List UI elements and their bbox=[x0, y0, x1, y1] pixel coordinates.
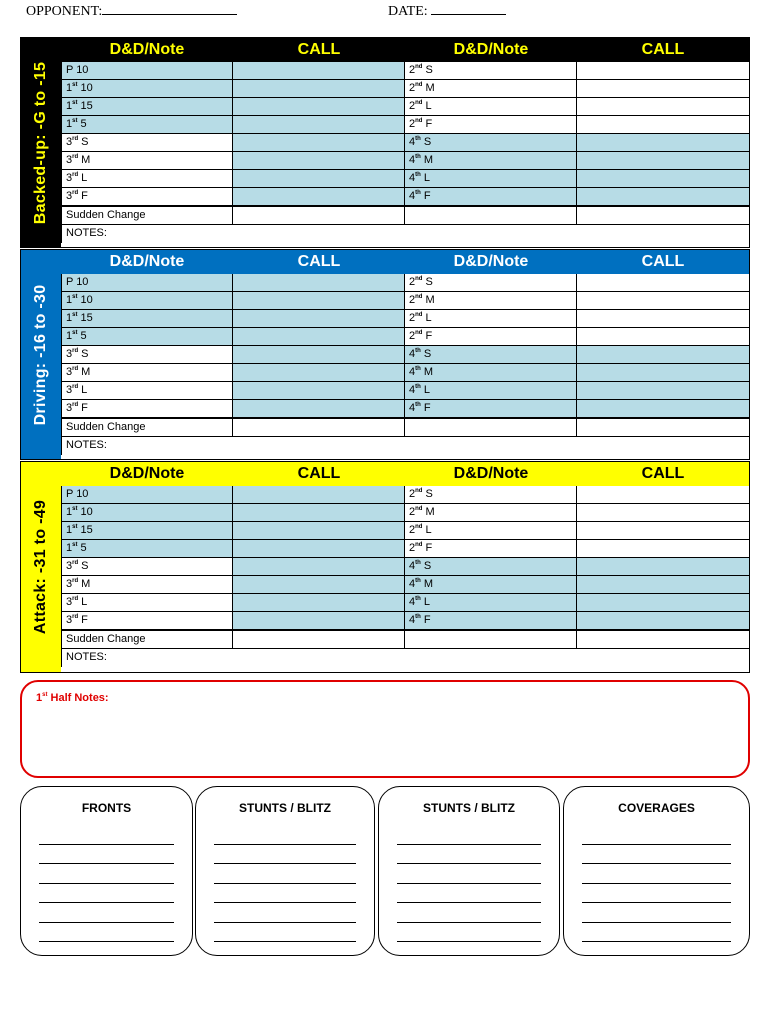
section-side-bar bbox=[21, 462, 61, 672]
write-line[interactable] bbox=[214, 884, 356, 904]
write-line[interactable] bbox=[582, 884, 731, 904]
column-header-row bbox=[61, 462, 749, 486]
column-header-call: CALL bbox=[641, 41, 685, 58]
call-cell[interactable] bbox=[577, 292, 749, 310]
situation-label: 1st 5 bbox=[61, 540, 233, 558]
section-driving bbox=[20, 249, 750, 460]
write-line[interactable] bbox=[39, 845, 174, 865]
table-row bbox=[61, 540, 749, 558]
write-line[interactable] bbox=[582, 903, 731, 923]
situation-label: 4th M bbox=[405, 576, 577, 594]
notes-row bbox=[61, 225, 749, 243]
call-cell[interactable] bbox=[233, 346, 405, 364]
situation-label: 1st 10 bbox=[61, 80, 233, 98]
write-line[interactable] bbox=[39, 825, 174, 845]
notes-label[interactable]: NOTES: bbox=[61, 437, 749, 455]
situation-label: 4th S bbox=[405, 134, 577, 152]
table-row bbox=[61, 576, 749, 594]
write-line[interactable] bbox=[397, 923, 541, 943]
call-cell[interactable] bbox=[233, 274, 405, 292]
situation-label: 4th F bbox=[405, 612, 577, 630]
write-line[interactable] bbox=[214, 903, 356, 923]
call-cell[interactable] bbox=[233, 134, 405, 152]
section-grid bbox=[61, 38, 749, 247]
call-cell[interactable] bbox=[577, 152, 749, 170]
table-row bbox=[61, 382, 749, 400]
situation-label: 3rd M bbox=[61, 364, 233, 382]
call-cell[interactable] bbox=[233, 382, 405, 400]
write-line[interactable] bbox=[582, 845, 731, 865]
sudden-change-cell[interactable] bbox=[233, 419, 405, 437]
table-row bbox=[61, 486, 749, 504]
situation-label: 3rd M bbox=[61, 152, 233, 170]
write-line[interactable] bbox=[397, 845, 541, 865]
call-cell[interactable] bbox=[233, 364, 405, 382]
write-line[interactable] bbox=[39, 923, 174, 943]
write-line[interactable] bbox=[39, 903, 174, 923]
column-header-dd-note: D&D/Note bbox=[453, 253, 529, 270]
situation-label: 4th S bbox=[405, 346, 577, 364]
call-cell[interactable] bbox=[577, 310, 749, 328]
write-line[interactable] bbox=[397, 903, 541, 923]
column-header-dd-note: D&D/Note bbox=[109, 465, 185, 482]
opponent-label: OPPONENT: bbox=[26, 4, 103, 19]
situation-label: 3rd L bbox=[61, 594, 233, 612]
table-row bbox=[61, 188, 749, 206]
write-line[interactable] bbox=[39, 864, 174, 884]
card-stunts-blitz-1 bbox=[195, 786, 375, 956]
date-blank[interactable] bbox=[431, 2, 506, 15]
situation-label: 2nd F bbox=[405, 540, 577, 558]
situation-label: 3rd S bbox=[61, 134, 233, 152]
call-cell[interactable] bbox=[233, 152, 405, 170]
situation-label: 4th L bbox=[405, 382, 577, 400]
call-cell[interactable] bbox=[577, 504, 749, 522]
sudden-change-row bbox=[61, 418, 749, 437]
call-cell[interactable] bbox=[233, 116, 405, 134]
section-grid bbox=[61, 250, 749, 459]
table-row bbox=[61, 292, 749, 310]
situation-label: 4th F bbox=[405, 188, 577, 206]
situation-label: 2nd L bbox=[405, 98, 577, 116]
sudden-change-cell[interactable] bbox=[405, 631, 577, 649]
write-line[interactable] bbox=[397, 864, 541, 884]
situation-label: 2nd M bbox=[405, 80, 577, 98]
column-header-row bbox=[61, 250, 749, 274]
section-grid bbox=[61, 462, 749, 672]
situation-label: 2nd M bbox=[405, 504, 577, 522]
situation-label: P 10 bbox=[61, 62, 233, 80]
call-cell[interactable] bbox=[233, 594, 405, 612]
situation-label: 1st 5 bbox=[61, 328, 233, 346]
situation-label: 1st 15 bbox=[61, 310, 233, 328]
call-cell[interactable] bbox=[233, 540, 405, 558]
column-header-dd-note: D&D/Note bbox=[453, 465, 529, 482]
situation-label: 2nd L bbox=[405, 522, 577, 540]
situation-label: 3rd F bbox=[61, 400, 233, 418]
call-cell[interactable] bbox=[577, 540, 749, 558]
situation-label: 2nd M bbox=[405, 292, 577, 310]
call-cell[interactable] bbox=[233, 486, 405, 504]
card-title: STUNTS / BLITZ bbox=[239, 801, 331, 815]
situation-label: 3rd S bbox=[61, 346, 233, 364]
card-lines bbox=[564, 825, 749, 942]
call-cell[interactable] bbox=[577, 594, 749, 612]
table-row bbox=[61, 152, 749, 170]
call-cell[interactable] bbox=[233, 558, 405, 576]
situation-label: 4th S bbox=[405, 558, 577, 576]
call-cell[interactable] bbox=[233, 98, 405, 116]
card-stunts-blitz-2 bbox=[378, 786, 560, 956]
card-lines bbox=[379, 825, 559, 942]
section-backed-up bbox=[20, 37, 750, 248]
situation-label: 2nd L bbox=[405, 310, 577, 328]
call-cell[interactable] bbox=[577, 400, 749, 418]
section-attack bbox=[20, 461, 750, 673]
situation-label: 3rd L bbox=[61, 170, 233, 188]
sudden-change-cell[interactable] bbox=[577, 631, 749, 649]
call-cell[interactable] bbox=[233, 576, 405, 594]
call-cell[interactable] bbox=[577, 364, 749, 382]
notes-row bbox=[61, 649, 749, 667]
call-cell[interactable] bbox=[233, 188, 405, 206]
call-cell[interactable] bbox=[233, 612, 405, 630]
situation-label: P 10 bbox=[61, 486, 233, 504]
call-cell[interactable] bbox=[577, 274, 749, 292]
table-row bbox=[61, 594, 749, 612]
call-cell[interactable] bbox=[577, 62, 749, 80]
call-cell[interactable] bbox=[233, 170, 405, 188]
situation-label: 2nd S bbox=[405, 62, 577, 80]
situation-label: 1st 10 bbox=[61, 292, 233, 310]
opponent-blank[interactable] bbox=[102, 2, 237, 15]
situation-label: 4th L bbox=[405, 594, 577, 612]
call-cell[interactable] bbox=[577, 170, 749, 188]
section-side-bar bbox=[21, 250, 61, 459]
call-cell[interactable] bbox=[577, 486, 749, 504]
sudden-change-label: Sudden Change bbox=[61, 207, 233, 225]
call-cell[interactable] bbox=[233, 62, 405, 80]
sudden-change-label: Sudden Change bbox=[61, 419, 233, 437]
section-title: Backed-up: -G to -15 bbox=[32, 61, 49, 224]
call-cell[interactable] bbox=[577, 328, 749, 346]
situation-label: P 10 bbox=[61, 274, 233, 292]
sudden-change-cell[interactable] bbox=[405, 207, 577, 225]
situation-label: 1st 10 bbox=[61, 504, 233, 522]
write-line[interactable] bbox=[397, 825, 541, 845]
write-line[interactable] bbox=[39, 884, 174, 904]
table-row bbox=[61, 134, 749, 152]
situation-label: 1st 15 bbox=[61, 522, 233, 540]
table-row bbox=[61, 116, 749, 134]
column-header-call: CALL bbox=[641, 465, 685, 482]
situation-label: 3rd F bbox=[61, 612, 233, 630]
call-cell[interactable] bbox=[577, 116, 749, 134]
sudden-change-row bbox=[61, 206, 749, 225]
date-field bbox=[388, 2, 506, 20]
situation-label: 2nd S bbox=[405, 274, 577, 292]
table-row bbox=[61, 310, 749, 328]
table-row bbox=[61, 98, 749, 116]
sudden-change-cell[interactable] bbox=[577, 207, 749, 225]
table-row bbox=[61, 170, 749, 188]
call-cell[interactable] bbox=[577, 98, 749, 116]
table-row bbox=[61, 328, 749, 346]
situation-label: 4th M bbox=[405, 152, 577, 170]
call-cell[interactable] bbox=[233, 328, 405, 346]
call-cell[interactable] bbox=[577, 346, 749, 364]
card-coverages bbox=[563, 786, 750, 956]
column-header-dd-note: D&D/Note bbox=[453, 41, 529, 58]
column-header-call: CALL bbox=[641, 253, 685, 270]
situation-label: 1st 5 bbox=[61, 116, 233, 134]
situation-label: 4th L bbox=[405, 170, 577, 188]
sudden-change-cell[interactable] bbox=[233, 631, 405, 649]
call-cell[interactable] bbox=[233, 292, 405, 310]
table-row bbox=[61, 400, 749, 418]
table-row bbox=[61, 504, 749, 522]
write-line[interactable] bbox=[214, 825, 356, 845]
column-header-call: CALL bbox=[297, 41, 341, 58]
call-cell[interactable] bbox=[577, 80, 749, 98]
first-half-notes-label: 1st Half Notes: bbox=[36, 692, 109, 704]
card-fronts bbox=[20, 786, 193, 956]
situation-label: 2nd F bbox=[405, 328, 577, 346]
table-row bbox=[61, 274, 749, 292]
write-line[interactable] bbox=[214, 864, 356, 884]
situation-label: 3rd L bbox=[61, 382, 233, 400]
date-label: DATE: bbox=[388, 4, 428, 19]
call-cell[interactable] bbox=[577, 134, 749, 152]
sudden-change-cell[interactable] bbox=[233, 207, 405, 225]
section-title: Driving: -16 to -30 bbox=[32, 284, 49, 425]
situation-label: 2nd F bbox=[405, 116, 577, 134]
call-cell[interactable] bbox=[577, 522, 749, 540]
call-cell[interactable] bbox=[233, 80, 405, 98]
opponent-field bbox=[26, 2, 237, 20]
table-row bbox=[61, 558, 749, 576]
call-cell[interactable] bbox=[577, 558, 749, 576]
call-cell[interactable] bbox=[233, 504, 405, 522]
call-cell[interactable] bbox=[233, 522, 405, 540]
sudden-change-row bbox=[61, 630, 749, 649]
column-header-row bbox=[61, 38, 749, 62]
section-side-bar bbox=[21, 38, 61, 247]
call-cell[interactable] bbox=[577, 612, 749, 630]
write-line[interactable] bbox=[397, 884, 541, 904]
table-row bbox=[61, 346, 749, 364]
situation-label: 3rd S bbox=[61, 558, 233, 576]
write-line[interactable] bbox=[214, 845, 356, 865]
sudden-change-cell[interactable] bbox=[405, 419, 577, 437]
table-row bbox=[61, 364, 749, 382]
card-title: STUNTS / BLITZ bbox=[423, 801, 515, 815]
notes-label[interactable]: NOTES: bbox=[61, 225, 749, 243]
write-line[interactable] bbox=[582, 825, 731, 845]
card-title: COVERAGES bbox=[618, 801, 695, 815]
write-line[interactable] bbox=[582, 923, 731, 943]
sudden-change-cell[interactable] bbox=[577, 419, 749, 437]
situation-label: 3rd F bbox=[61, 188, 233, 206]
card-lines bbox=[196, 825, 374, 942]
call-cell[interactable] bbox=[233, 400, 405, 418]
column-header-dd-note: D&D/Note bbox=[109, 41, 185, 58]
notes-label[interactable]: NOTES: bbox=[61, 649, 749, 667]
column-header-call: CALL bbox=[297, 465, 341, 482]
column-header-dd-note: D&D/Note bbox=[109, 253, 185, 270]
sudden-change-label: Sudden Change bbox=[61, 631, 233, 649]
table-row bbox=[61, 612, 749, 630]
table-row bbox=[61, 62, 749, 80]
call-cell[interactable] bbox=[577, 188, 749, 206]
call-cell[interactable] bbox=[577, 382, 749, 400]
first-half-notes-box[interactable] bbox=[20, 680, 750, 778]
call-cell[interactable] bbox=[577, 576, 749, 594]
write-line[interactable] bbox=[582, 864, 731, 884]
section-title: Attack: -31 to -49 bbox=[32, 499, 49, 635]
card-title: FRONTS bbox=[81, 801, 132, 815]
column-header-call: CALL bbox=[297, 253, 341, 270]
notes-row bbox=[61, 437, 749, 455]
write-line[interactable] bbox=[214, 923, 356, 943]
table-row bbox=[61, 522, 749, 540]
situation-label: 1st 15 bbox=[61, 98, 233, 116]
situation-label: 3rd M bbox=[61, 576, 233, 594]
situation-label: 4th M bbox=[405, 364, 577, 382]
card-lines bbox=[21, 825, 192, 942]
situation-label: 2nd S bbox=[405, 486, 577, 504]
situation-label: 4th F bbox=[405, 400, 577, 418]
table-row bbox=[61, 80, 749, 98]
call-cell[interactable] bbox=[233, 310, 405, 328]
